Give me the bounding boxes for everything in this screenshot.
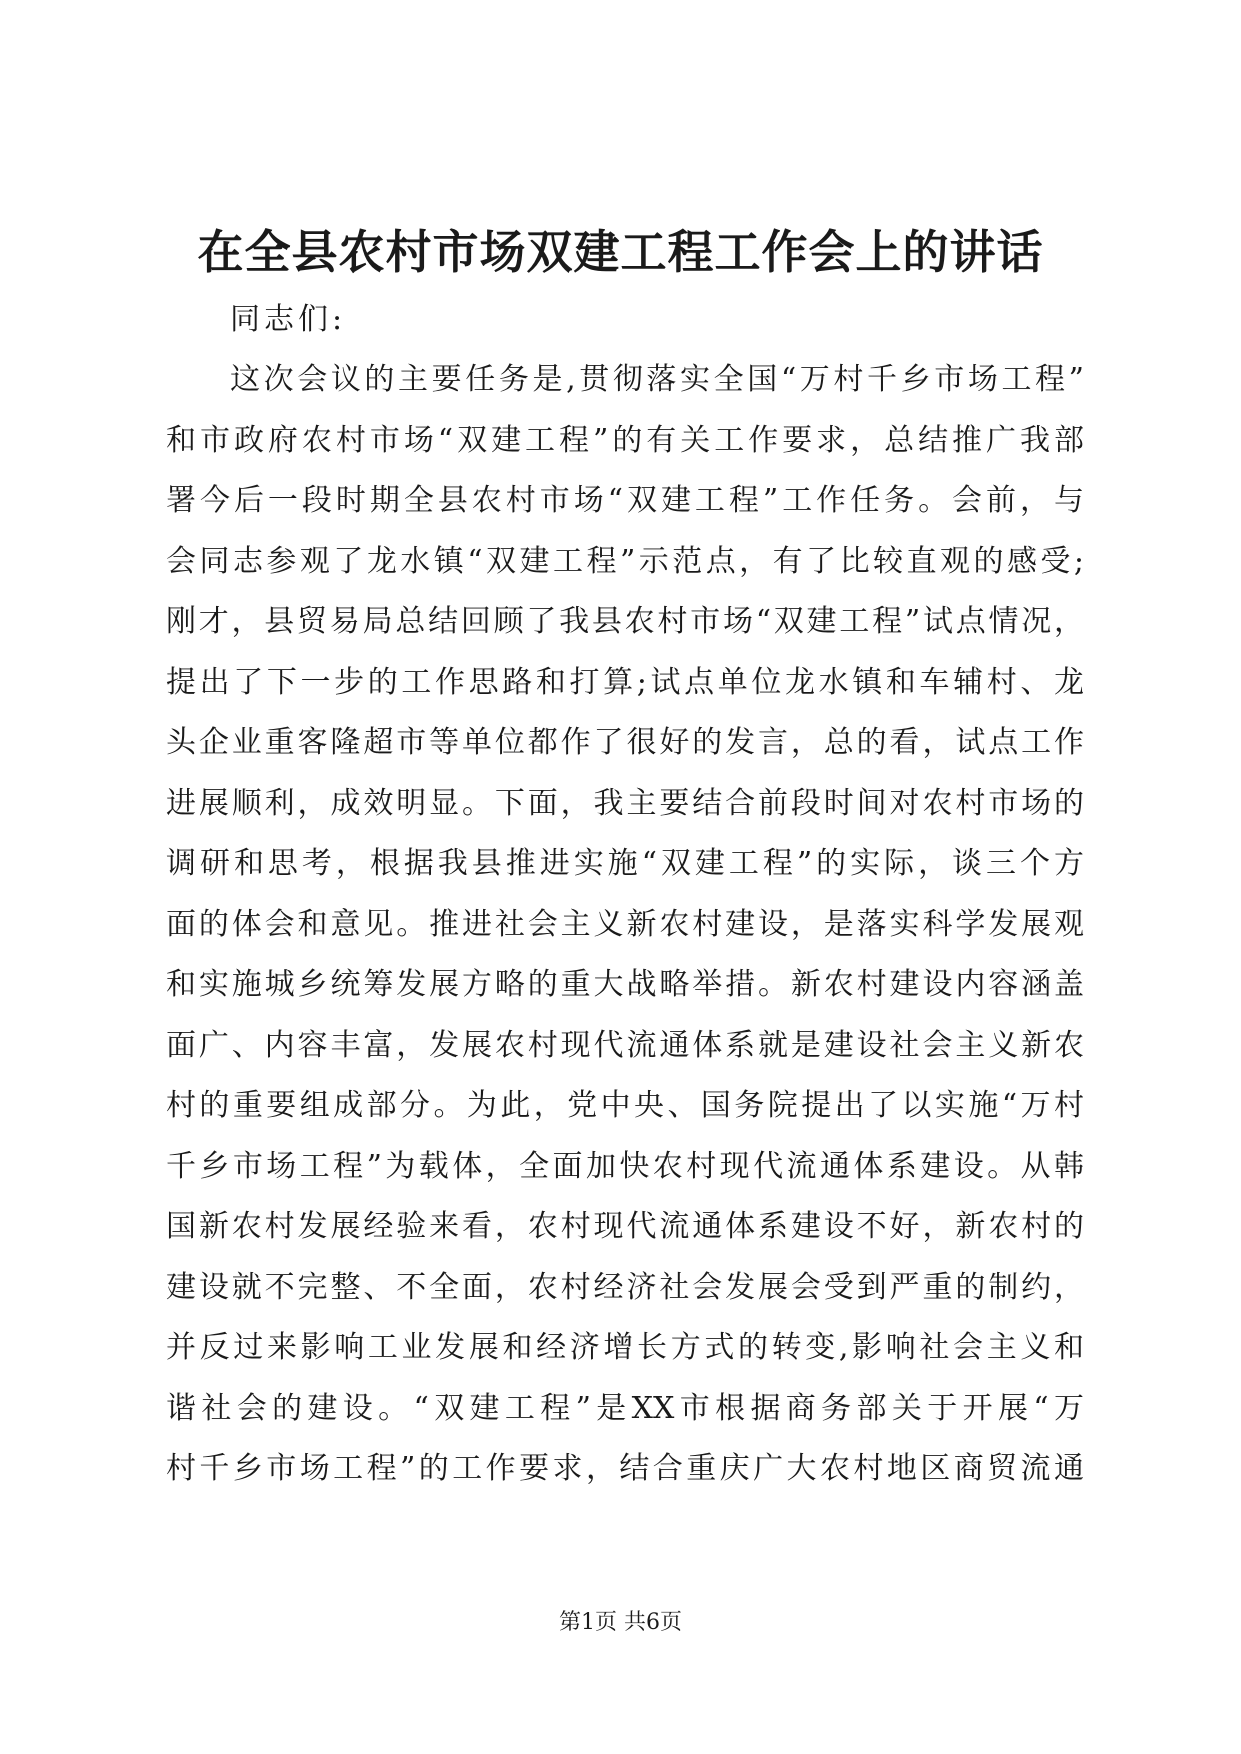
text-line: 提出了下一步的工作思路和打算;试点单位龙水镇和车辅村、龙 xyxy=(166,664,1084,700)
body-paragraph xyxy=(166,350,1084,1500)
text-line: 刚才，县贸易局总结回顾了我县农村市场“双建工程”试点情况， xyxy=(166,604,1084,639)
text-line: 和实施城乡统筹发展方略的重大战略举措。新农村建设内容涵盖 xyxy=(166,967,1084,1002)
text-line: 千乡市场工程”为载体，全面加快农村现代流通体系建设。从韩 xyxy=(166,1148,1084,1184)
text-line: 署今后一段时期全县农村市场“双建工程”工作任务。会前，与 xyxy=(166,483,1084,518)
text-line: 建设就不完整、不全面，农村经济社会发展会受到严重的制约， xyxy=(166,1269,1084,1305)
text-line: 这次会议的主要任务是,贯彻落实全国“万村千乡市场工程” xyxy=(230,362,1084,397)
text-line: 头企业重客隆超市等单位都作了很好的发言，总的看，试点工作 xyxy=(166,725,1084,760)
document-title: 在全县农村市场双建工程工作会上的讲话 xyxy=(197,225,1044,279)
text-line: 并反过来影响工业发展和经济增长方式的转变,影响社会主义和 xyxy=(166,1330,1084,1365)
text-line: 村的重要组成部分。为此，党中央、国务院提出了以实施“万村 xyxy=(166,1088,1084,1123)
salutation: 同志们: xyxy=(230,302,347,337)
text-line: 面的体会和意见。推进社会主义新农村建设，是落实科学发展观 xyxy=(166,906,1084,942)
text-line: 面广、内容丰富，发展农村现代流通体系就是建设社会主义新农 xyxy=(166,1027,1084,1063)
text-line: 谐社会的建设。“双建工程”是XX市根据商务部关于开展“万 xyxy=(166,1390,1084,1426)
text-line: 国新农村发展经验来看，农村现代流通体系建设不好，新农村的 xyxy=(166,1209,1084,1244)
text-line: 进展顺利，成效明显。下面，我主要结合前段时间对农村市场的 xyxy=(166,785,1084,821)
page-number-footer: 第1页 共6页 xyxy=(559,1610,682,1635)
text-line: 和市政府农村市场“双建工程”的有关工作要求，总结推广我部 xyxy=(166,422,1084,458)
text-line: 会同志参观了龙水镇“双建工程”示范点，有了比较直观的感受; xyxy=(166,543,1084,579)
text-line: 调研和思考，根据我县推进实施“双建工程”的实际，谈三个方 xyxy=(166,846,1084,881)
text-line: 村千乡市场工程”的工作要求，结合重庆广大农村地区商贸流通 xyxy=(166,1451,1084,1486)
